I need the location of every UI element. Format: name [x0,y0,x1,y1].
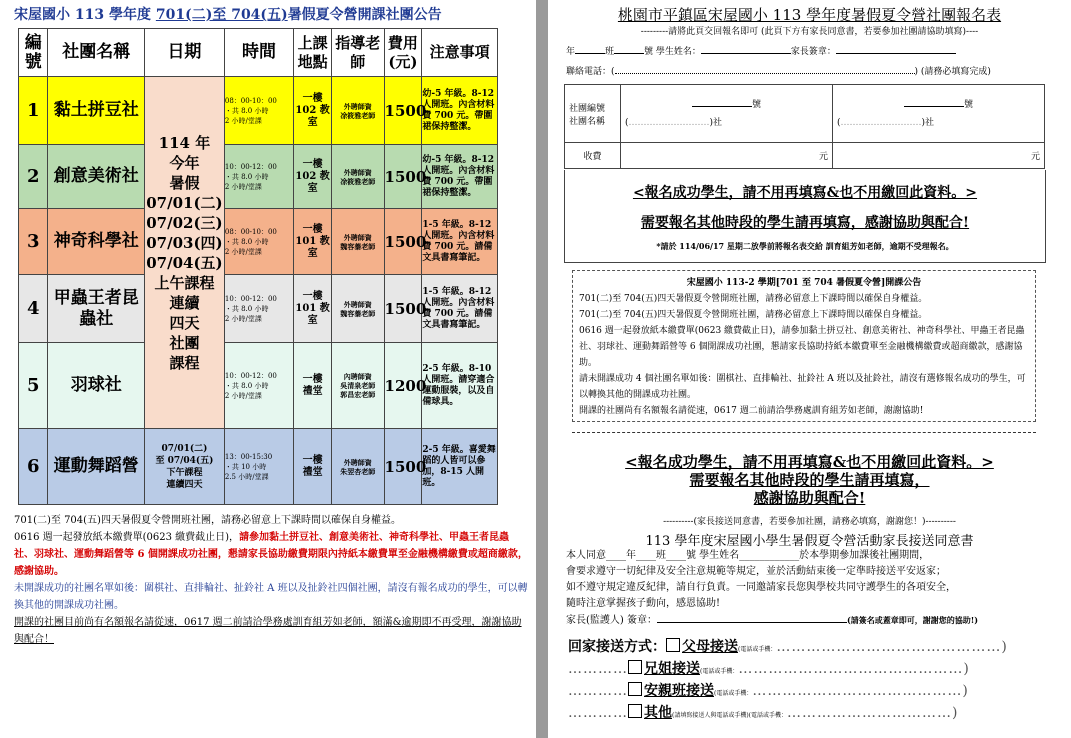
registration-table [564,84,1045,169]
teacher-line: 外聘師資 [343,101,372,111]
note-part: 未開課成功的社團名單如後：圍棋社、直排輪社、扯鈴社 A 班以及扯鈴社四個社團，請沒有報名成功的學生，可以轉換其他的開課成功社團。 [14,583,528,611]
row-no: 6 [19,429,48,505]
notice-line: <報名成功學生，請不用再填寫&也不用繳回此資料。> [625,453,994,471]
teacher-cell [332,77,385,145]
phone-hint: (電話或手機： [714,690,753,697]
phone-field[interactable] [615,73,915,74]
teacher-line: 內聘師資 [343,372,372,381]
time-cell [224,429,293,505]
club-name-label: 社團名稱 [569,116,606,127]
date-line: 社團 [169,333,200,352]
title-dates: 701(二)至 704(五) [155,7,288,23]
checkbox-parents[interactable] [666,638,680,652]
note-cell: 幼-5 年級。8-12 人開班。內含材料費 700 元。帶圍裙保持整潔。 [422,145,498,209]
reg-choice-1[interactable]: 號 (………………………)社 [621,85,833,143]
time-line: 2 小時/堂課 [224,182,262,191]
teacher-line: 凃筱雅老師 [340,110,376,120]
time-line: 2 小時/堂課 [224,391,262,400]
reg-choice-2[interactable]: 號 (………………………)社 [833,85,1045,143]
right-page [548,0,1071,738]
checkbox-siblings[interactable] [628,660,642,674]
fee-row [565,143,1045,169]
date-line: 連續四天 [166,479,203,490]
time-cell [224,209,293,275]
consent-sign-line [566,612,1056,629]
date-line: 今年 [169,153,200,172]
fee-label: 收費 [565,143,621,169]
club-name: 甲蟲王者昆蟲社 [48,275,145,343]
time-line: 10：00-12：00 [224,294,277,303]
announcement-title [14,4,524,24]
row-no: 1 [19,77,48,145]
reg-row [565,85,1045,143]
announcement-box-title: 宋屋國小 113-2 學期[701 至 704 暑假夏令營]開課公告 [686,278,922,288]
note-part: 0616 週一起發放紙本繳費單(0623 繳費截止日)， [14,532,240,543]
fee-field-1[interactable]: 元 [621,143,833,169]
consent-sign-label: 家長(監護人) 簽章： [566,615,657,626]
date-line: 114 年 [158,133,211,152]
box-line: 701(二)至 704(五)四天暑假夏令營開班社團，請務必留意上下課時間以確保自身權益。 [579,294,928,304]
time-line: ・共 8.0 小時 [224,237,269,246]
class-field[interactable] [575,53,605,54]
row-no: 4 [19,275,48,343]
phone-field[interactable]: ………………………………………) [776,639,1008,655]
time-line: ・共 8.0 小時 [224,172,269,181]
fee-cell: 1500 [384,275,422,343]
row-no: 3 [19,209,48,275]
time-line: ・共 8.0 小時 [224,304,269,313]
date-cell-afternoon [145,429,225,505]
loc-line: 一樓 [302,158,323,170]
loc-line: 一樓 [302,92,323,104]
club-name: 黏土拼豆社 [48,77,145,145]
consent-body [566,548,1056,629]
time-line: 2 小時/堂課 [224,116,262,125]
note-cell: 2-5 年級。喜愛舞蹈的人皆可以參加，8-15 人開班。 [422,429,498,505]
header-location: 上課地點 [294,29,332,77]
phone-label: 聯絡電話：( [566,67,615,77]
loc-line: 一樓 [302,223,323,235]
club-name: 羽球社 [48,343,145,429]
header-notes: 注意事項 [422,29,498,77]
note-cell: 1-5 年級。8-12 人開班。內含材料費 700 元。請備文具書寫筆記。 [422,209,498,275]
header-fee: 費用(元) [384,29,422,77]
title-part: 暑假夏令營開課社團公告 [287,7,442,23]
teacher-cell [332,429,385,505]
date-line: 07/03(四) [146,233,223,252]
location-cell [294,343,332,429]
phone-field[interactable]: ……………………………) [787,705,959,721]
box-line: 0616 週一起發放紙本繳費單(0623 繳費截止日)，請參加黏土拼豆社、創意美術社、神奇科學社、甲蟲王者昆蟲社、羽球社、運動舞蹈營等 6 個開課成功社團，懇請家長協助持紙本繳費單至金融機構繳費或超商繳款，感謝協助。 [579,326,1025,368]
consent-line: 隨時注意掌握孩子動向，感恩協助! [566,598,721,609]
pickup-option [568,658,1068,678]
club-name-field[interactable]: ……………………… [628,117,710,128]
note-cell: 2-5 年級。8-10 人開班。請穿適合運動服裝，以及自備球具。 [422,343,498,429]
leader-dots: ………… [568,661,628,677]
teacher-line: 外聘師資 [343,457,372,467]
time-cell [224,275,293,343]
notice-box [564,170,1046,263]
teacher-cell [332,145,385,209]
phone-hint: (請填寫接送人與電話或手機)(電話或手機： [672,712,788,719]
teacher-line: 外聘師資 [343,167,372,177]
note-line: 701(二)至 704(五)四天暑假夏令營開班社團，請務必留意上下課時間以確保自身權益。 [14,515,401,526]
no-suffix: 號 [751,99,761,110]
class-label: 班 [605,47,615,57]
loc-line: 一樓 [302,454,323,466]
no-suffix: 號 [963,99,973,110]
note-line: 開課的社團目前尚有名額報名請從速，0617 週二前請洽學務處訓育組芳如老師，額滿&逾期即不再受理，謝謝協助與配合！ [14,617,522,645]
loc-line: 禮堂 [302,466,323,478]
row-no: 5 [19,343,48,429]
date-line: 暑假 [169,173,200,192]
deadline-note: *請於 114/06/17 星期二放學前將報名表交給 訓育組芳如老師，逾期不受理報名。 [656,241,954,251]
pickup-option-label: 安親班接送 [644,683,714,699]
time-line: 10：00-12：00 [224,162,277,171]
table-row [19,209,498,275]
consent-title: 113 學年度宋屋國小學生暑假夏令營活動家長接送同意書 [645,534,974,549]
consent-line: 如不遵守規定違反紀律，請自行負責。一同邀請家長您與學校共同守護學生的各項安全， [566,582,956,593]
location-cell [294,145,332,209]
location-cell [294,209,332,275]
separator [572,432,1036,433]
consent-line: 本人同意____年____班____號 學生姓名____________於本學期參加課後社團期間， [566,550,930,561]
teacher-line: 朱翌杏老師 [340,466,376,476]
club-name: 神奇科學社 [48,209,145,275]
header-teacher: 指導老師 [332,29,385,77]
consent-sign-field[interactable] [657,622,847,623]
loc-line: 禮堂 [302,385,323,397]
pickup-option [568,702,1068,722]
time-line: 2.5 小時/堂課 [224,472,269,481]
time-line: ・共 8.0 小時 [224,381,269,390]
club-no-field[interactable] [904,106,964,107]
page-gutter [536,0,548,738]
club-name: 運動舞蹈營 [48,429,145,505]
loc-line: 101 教室 [295,302,330,326]
fee-cell: 1500 [384,77,422,145]
table-row [19,275,498,343]
header-no: 編號 [19,29,48,77]
date-line: 07/01(二) [146,193,223,212]
pickup-option [568,680,1068,700]
time-cell [224,343,293,429]
pickup-label: 回家接送方式： [568,639,666,655]
loc-line: 102 教室 [295,170,330,194]
leader-dots: ………… [568,683,628,699]
date-line: 07/04(五) [146,253,223,272]
fee-cell: 1200 [384,343,422,429]
announcement-notes [14,512,529,648]
phone-field[interactable]: ………………………………………) [738,661,970,677]
header-time: 時間 [224,29,293,77]
teacher-cell [332,343,385,429]
notice-line: 需要報名其他時段的學生請再填寫， [689,471,930,489]
header-club-name: 社團名稱 [48,29,145,77]
date-line: 07/02(三) [146,213,223,232]
time-line: 08：00-10：00 [224,96,277,105]
notice-line: <報名成功學生，請不用再填寫&也不用繳回此資料。> [632,185,978,201]
time-line: 2 小時/堂課 [224,314,262,323]
location-cell [294,275,332,343]
note-line [14,529,529,580]
phone-note: ) (請務必填寫完成) [914,67,991,77]
loc-line: 一樓 [302,373,323,385]
time-line: 13：00-15:30 [224,452,273,461]
box-line: 請未開課成功 4 個社團名單如後：圍棋社、直排輪社、扯鈴社 A 班以及扯鈴社，請沒有選修報名成功的學生，可以轉換其他的開課成功社團。 [579,374,1026,400]
note-cell: 幼-5 年級。8-12 人開班。內含材料費 700 元。帶圍裙保持整潔。 [422,77,498,145]
form-subtitle: ---------請將此頁交回報名即可 (此頁下方有家長同意書，若要參加社團請協助填寫)---- [640,27,979,37]
phone-field[interactable]: ……………………………………) [752,683,969,699]
time-line: ・共 10 小時 [224,462,267,471]
grade-label: 年 [566,47,576,57]
box-line: 開課的社團尚有名額報名請從速，0617 週二前請洽學務處訓育組芳如老師，謝謝協助! [579,406,924,416]
checkbox-afterschool[interactable] [628,682,642,696]
header-date: 日期 [145,29,225,77]
checkbox-other[interactable] [628,704,642,718]
phone-hint: (電話或手機： [700,668,739,675]
phone-hint: (電話或手機： [738,646,777,653]
location-cell [294,429,332,505]
teacher-line: 凃筱雅老師 [340,176,376,186]
date-line: 上午課程 [154,273,215,292]
time-line: 10：00-12：00 [224,371,277,380]
table-header-row [19,29,498,77]
parent-sign-field[interactable] [836,53,956,54]
table-row [19,145,498,209]
pickup-option [568,636,1068,656]
teacher-cell [332,275,385,343]
pickup-option-label: 其他 [644,705,672,721]
fee-field-2[interactable]: 元 [833,143,1045,169]
time-line: 08：00-10：00 [224,227,277,236]
teacher-line: 魏容蓁老師 [340,241,376,251]
note-line [14,580,529,614]
notice-line: 感謝協助與配合! [753,489,866,507]
teacher-line: 吳清泉老師 [340,381,376,390]
teacher-line: 外聘師資 [343,299,372,309]
student-name-label: 號 學生姓名： [644,47,701,57]
loc-line: 一樓 [302,290,323,302]
student-info-line [566,44,956,57]
teacher-cell [332,209,385,275]
club-no-label: 社團編號 [569,103,606,114]
consent-line: 會要求遵守一切紀律及安全注意規範等規定，並於活動結束後一定準時接送平安返家； [566,566,946,577]
she-suffix: 社 [713,117,723,128]
reg-label-cell [565,85,621,143]
pickup-option-label: 父母接送 [682,639,738,655]
time-cell [224,77,293,145]
teacher-line: 外聘師資 [343,232,372,242]
fee-cell: 1500 [384,209,422,275]
date-line: 四天 [169,313,200,332]
notice-line: 需要報名其他時段的學生請再填寫，感謝協助與配合! [640,215,970,231]
pickup-option-label: 兄姐接送 [644,661,700,677]
announcement-box [572,270,1036,422]
note-highlight: 請參加黏土拼豆社、創意美術社、神奇科學社、甲蟲王者昆蟲社、羽球社、運動舞蹈營等 6 個開課成功社團，懇請家長協助繳費期限內持紙本繳費單至金融機構繳費或超商繳款，感謝協助。 [14,532,528,577]
loc-line: 101 教室 [295,235,330,259]
table-row [19,429,498,505]
club-schedule-table [18,28,498,505]
box-line: 701(二)至 704(五)四天暑假夏令營開班社團，請務必留意上下課時間以確保自身權益。 [579,310,928,320]
loc-line: 102 教室 [295,104,330,128]
table-row [19,343,498,429]
date-line: 連續 [169,293,200,312]
table-row [19,77,498,145]
row-no: 2 [19,145,48,209]
phone-line [566,64,991,77]
time-cell [224,145,293,209]
club-name-field[interactable]: ……………………… [840,117,922,128]
date-line: 課程 [169,353,200,372]
date-line: 至 07/04(五) [155,455,214,466]
she-suffix: 社 [925,117,935,128]
fee-cell: 1500 [384,429,422,505]
time-line: ・共 8.0 小時 [224,106,269,115]
title-part: 宋屋國小 113 學年度 [14,7,156,23]
date-cell [145,77,225,429]
club-no-field[interactable] [692,106,752,107]
form-title: 桃園市平鎮區宋屋國小 113 學年度暑假夏令營社團報名表 [617,6,1002,24]
club-name: 創意美術社 [48,145,145,209]
parent-sign-label: 家長簽章： [790,47,836,57]
seat-field[interactable] [614,53,644,54]
consent-subtitle: ----------(家長接送同意書，若要參加社團，請務必填寫，謝謝您！)---------- [663,517,956,527]
leader-dots: ………… [568,705,628,721]
date-line: 下午課程 [166,467,203,478]
teacher-line: 郭昌宏老師 [340,390,376,399]
consent-sign-note: (請簽名或蓋章即可，謝謝您的協助!) [846,615,979,625]
note-cell: 1-5 年級。8-12 人開班。內含材料費 700 元。請備文具書寫筆記。 [422,275,498,343]
fee-cell: 1500 [384,145,422,209]
teacher-line: 魏容蓁老師 [340,308,376,318]
location-cell [294,77,332,145]
date-line: 07/01(二) [161,443,208,454]
student-name-field[interactable] [701,53,791,54]
time-line: 2 小時/堂課 [224,247,262,256]
